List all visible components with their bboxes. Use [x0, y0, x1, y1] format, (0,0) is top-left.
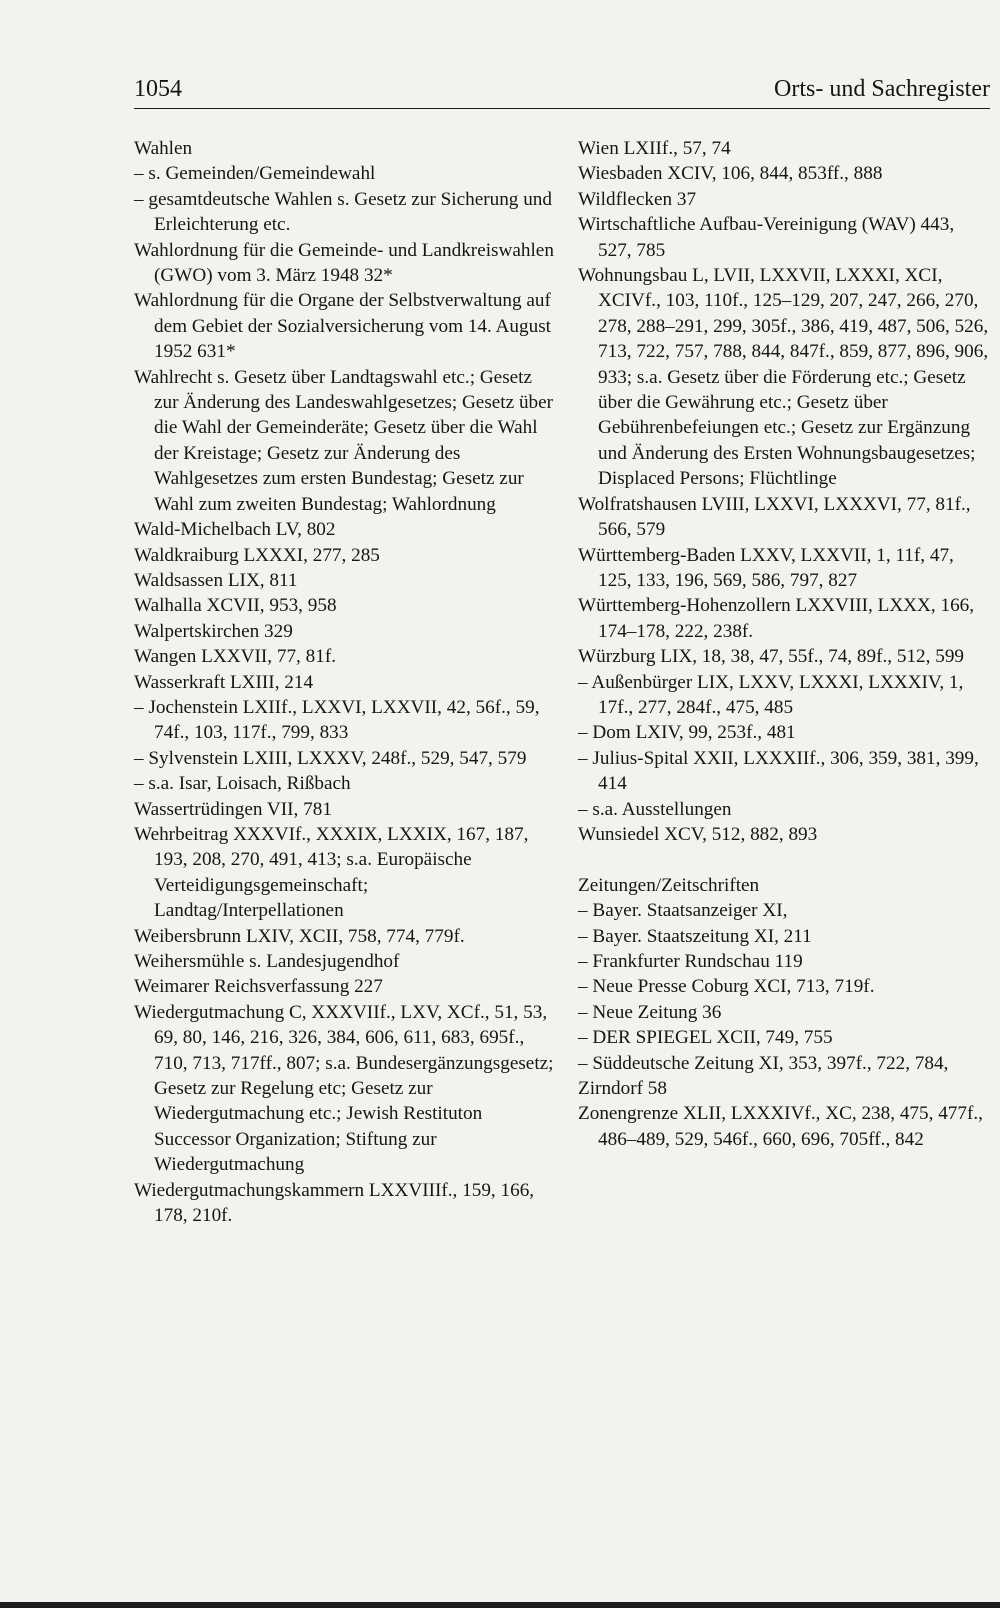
index-entry: Württemberg-Hohenzollern LXXVIII, LXXX, 166, 174–178, 222, 238f.	[578, 595, 975, 642]
index-entry: Wohnungsbau L, LVII, LXXVII, LXXXI, XCI, XCIVf., 103, 110f., 125–129, 207, 247, 266, 270, 278, 288–291, 299, 305f., 386, 419, 487, 506, 526, 713, 722, 757, 788, 844, 847f., 859, 877, 896, 906, 933; s.a. Gesetz über die Förderung etc.; Gesetz über die Gewährung etc.; Gesetz über Gebührenbefeiungen etc.; Gesetz zur Ergänzung und Änderung des Ersten Wohnungsbaugesetzes; Displaced Persons; Flüchtlinge	[578, 265, 989, 490]
index-subentry: – Sylvenstein LXIII, LXXXV, 248f., 529, 547, 579	[134, 747, 527, 769]
index-entry: Wien LXIIf., 57, 74	[578, 138, 731, 159]
index-entry: Wahlrecht s. Gesetz über Landtagswahl etc.; Gesetz zur Änderung des Landeswahlgesetzes; Gesetz über die Wahl der Gemeinderäte; Gesetz über die Wahl der Kreistage; Gesetz zur Änderung des Wahlgesetzes zum ersten Bundestag; Gesetz zur Wahl zum zweiten Bundestag; Wahlordnung	[134, 366, 554, 515]
index-entry: Wald-Michelbach LV, 802	[134, 519, 336, 541]
index-entry: Wirtschaftliche Aufbau-Vereinigung (WAV) 443, 527, 785	[578, 214, 955, 261]
index-entry: Wahlen	[134, 138, 193, 159]
scan-edge	[0, 1602, 1000, 1608]
index-subentry: – Dom LXIV, 99, 253f., 481	[578, 722, 796, 744]
index-entry: Zonengrenze XLII, LXXXIVf., XC, 238, 475, 477f., 486–489, 529, 546f., 660, 696, 705ff., 842	[578, 1103, 983, 1150]
index-entry: Weihersmühle s. Landesjugendhof	[134, 951, 400, 972]
index-entry: Zirndorf 58	[578, 1078, 667, 1100]
index-entry: Würzburg LIX, 18, 38, 47, 55f., 74, 89f., 512, 599	[578, 646, 965, 668]
index-entry: Walpertskirchen 329	[134, 620, 293, 642]
index-entry: Zeitungen/Zeitschriften	[578, 874, 760, 896]
index-entry: Wahlordnung für die Organe der Selbstverwaltung auf dem Gebiet der Sozialversicherung vom 14. August 1952 631*	[134, 290, 551, 363]
left-index-column	[134, 136, 554, 1228]
index-entry: Wolfratshausen LVIII, LXXVI, LXXXVI, 77, 81f., 566, 579	[578, 493, 971, 541]
index-subentry: – Neue Presse Coburg XCI, 713, 719f.	[578, 976, 875, 998]
index-entry: Walhalla XCVII, 953, 958	[134, 595, 337, 617]
index-subentry: – Frankfurter Rundschau 119	[578, 950, 803, 972]
index-entry: Wasserkraft LXIII, 214	[134, 671, 314, 693]
index-subentry: – s.a. Isar, Loisach, Rißbach	[134, 773, 351, 795]
index-entry: Wiedergutmachungskammern LXXVIIIf., 159, 166, 178, 210f.	[134, 1179, 535, 1227]
index-subentry: – Außenbürger LIX, LXXV, LXXXI, LXXXIV, 1, 17f., 277, 284f., 475, 485	[578, 671, 964, 718]
index-entry: Württemberg-Baden LXXV, LXXVII, 1, 11f, 47, 125, 133, 196, 569, 586, 797, 827	[578, 544, 954, 591]
index-subentry: – Neue Zeitung 36	[578, 1001, 722, 1023]
index-entry: Wassertrüdingen VII, 781	[134, 798, 332, 820]
header-rule	[134, 108, 990, 109]
index-subentry: – Süddeutsche Zeitung XI, 353, 397f., 722, 784,	[578, 1052, 949, 1074]
index-subentry: – s.a. Ausstellungen	[578, 798, 732, 820]
index-entry: Waldsassen LIX, 811	[134, 569, 298, 591]
index-entry: Wiedergutmachung C, XXXVIIf., LXV, XCf., 51, 53, 69, 80, 146, 216, 326, 384, 606, 611, 683, 695f., 710, 713, 717ff., 807; s.a. Bundesergänzungsgesetz; Gesetz zur Regelung etc; Gesetz zur Wiedergutmachung etc.; Jewish Restituton Successor Organization; Stiftung zur Wiedergutmachung	[134, 1001, 554, 1176]
right-index-column	[578, 136, 990, 1152]
index-entry: Weimarer Reichsverfassung 227	[134, 976, 383, 998]
index-entry: Weibersbrunn LXIV, XCII, 758, 774, 779f.	[134, 925, 465, 947]
index-entry: Waldkraiburg LXXXI, 277, 285	[134, 544, 380, 566]
index-entry: Wahlordnung für die Gemeinde- und Landkreiswahlen (GWO) vom 3. März 1948 32*	[134, 239, 554, 287]
running-title: Orts- und Sachregister	[774, 76, 990, 102]
index-entry: Wunsiedel XCV, 512, 882, 893	[578, 823, 818, 845]
page-number: 1054	[134, 76, 182, 102]
index-entry: Wildflecken 37	[578, 188, 697, 210]
index-subentry: – Julius-Spital XXII, LXXXIIf., 306, 359, 381, 399, 414	[578, 747, 979, 795]
index-subentry: – s. Gemeinden/Gemeindewahl	[134, 163, 376, 185]
index-subentry: – gesamtdeutsche Wahlen s. Gesetz zur Sicherung und Erleichterung etc.	[134, 188, 552, 236]
index-subentry: – Bayer. Staatsanzeiger XI,	[578, 900, 788, 922]
index-subentry: – Jochenstein LXIIf., LXXVI, LXXVII, 42, 56f., 59, 74f., 103, 117f., 799, 833	[134, 696, 540, 744]
index-subentry: – DER SPIEGEL XCII, 749, 755	[578, 1027, 833, 1049]
page-header	[134, 76, 990, 108]
index-entry: Wangen LXXVII, 77, 81f.	[134, 646, 337, 668]
index-entry: Wehrbeitrag XXXVIf., XXXIX, LXXIX, 167, 187, 193, 208, 270, 491, 413; s.a. Europäische Verteidigungsgemeinschaft; Landtag/Interpellationen	[134, 823, 529, 922]
index-entry: Wiesbaden XCIV, 106, 844, 853ff., 888	[578, 163, 883, 185]
index-subentry: – Bayer. Staatszeitung XI, 211	[578, 925, 812, 947]
